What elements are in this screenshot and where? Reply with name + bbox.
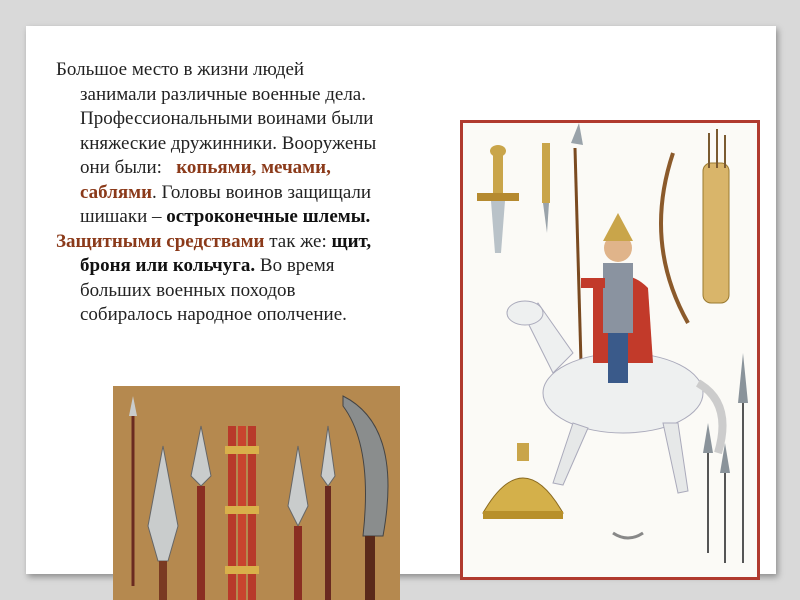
paragraph-2 (32, 230, 446, 328)
p1-line1: Большое место в жизни людей (56, 59, 305, 80)
p1-line6: . Головы воинов защищали (152, 181, 372, 203)
warrior-illustration (460, 120, 760, 580)
weapons-list: копьями, мечами, (176, 157, 331, 178)
dagger-icon (542, 143, 550, 233)
warrior-drawing (463, 123, 757, 577)
p2-line4: собиралось народное ополчение. (80, 304, 347, 325)
bow-icon (661, 153, 688, 323)
p1-line5: они были: (80, 157, 162, 178)
spears-drawing (113, 386, 400, 600)
p2-line2: Во время (255, 255, 335, 276)
shield-word: щит, (331, 230, 372, 252)
body-text (56, 58, 446, 328)
p1-line4: княжеские дружинники. Вооружены (80, 132, 377, 154)
helmet-icon (483, 443, 563, 519)
p2-line3: больших военных походов (80, 279, 296, 301)
spears-illustration (113, 386, 400, 600)
arrows-bundle-icon (225, 426, 259, 600)
protection-phrase: Защитными средствами (56, 230, 265, 252)
helmets-phrase: остроконечные шлемы. (166, 206, 371, 227)
p1-line2: занимали различные военные дела. (80, 83, 366, 105)
p1-line7: шишаки – (80, 206, 162, 227)
armor-phrase: броня или кольчуга. (80, 255, 256, 276)
paragraph-1 (56, 58, 446, 230)
p2-lead: так же: (264, 230, 332, 252)
quiver-icon (703, 129, 729, 303)
sabers-word: саблями (80, 181, 153, 203)
stirrup-icon (613, 533, 643, 538)
sword-icon (477, 145, 519, 253)
p1-line3: Профессиональными воинами были (80, 108, 374, 129)
spearheads-icon (703, 353, 748, 563)
spear-icon (575, 148, 581, 363)
